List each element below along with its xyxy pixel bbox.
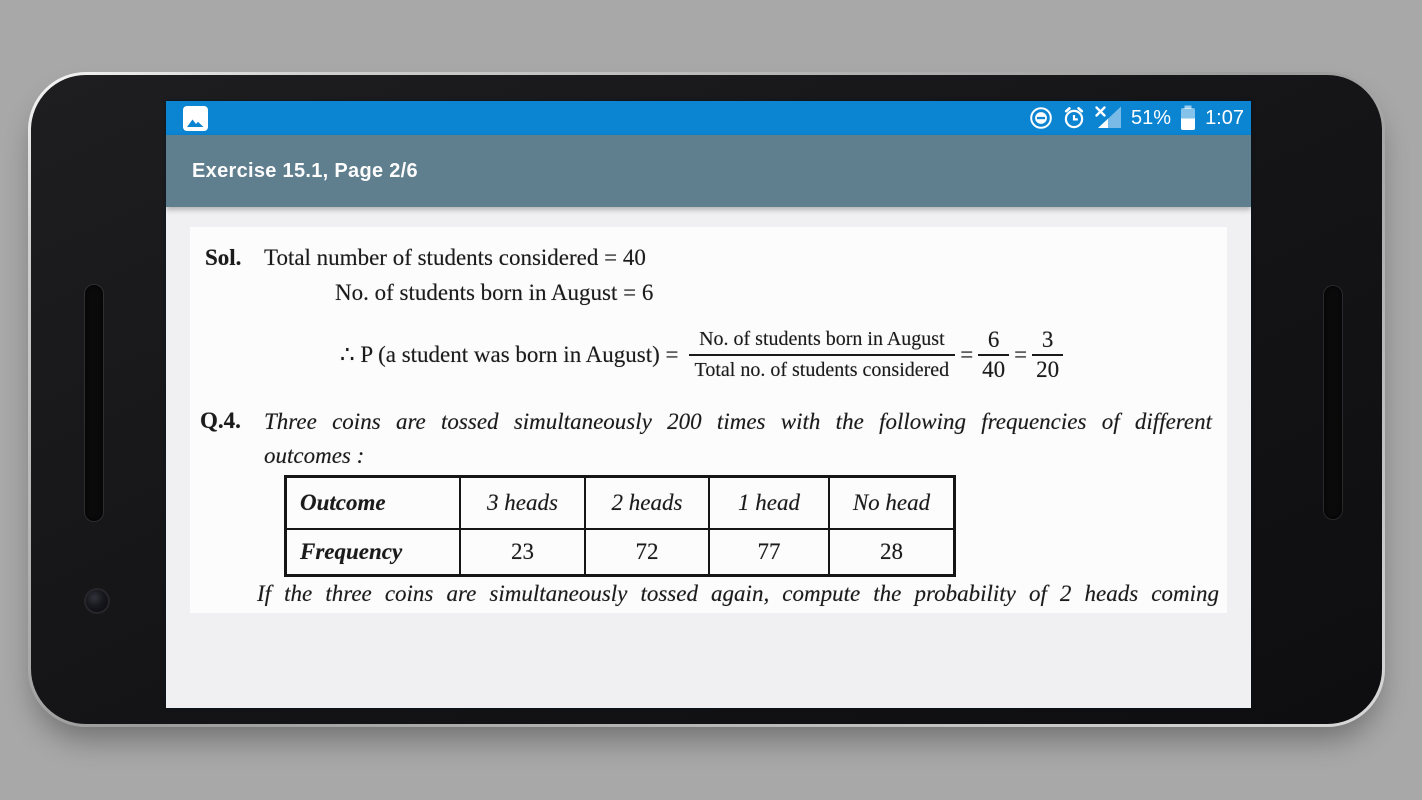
do-not-disturb-icon <box>1029 106 1053 130</box>
content-area[interactable] <box>166 207 1251 708</box>
question-footer-text: If the three coins are simultaneously tossed again, compute the probability of 2 heads coming <box>257 581 1219 606</box>
equals-sign: = <box>960 342 974 368</box>
signal-no-internet-icon <box>1095 106 1122 130</box>
page-title: Exercise 15.1, Page 2/6 <box>192 159 418 182</box>
fraction-denominator: 40 <box>978 354 1009 383</box>
fraction-numerator: No. of students born in August <box>699 328 945 351</box>
fraction-denominator: 20 <box>1032 354 1063 383</box>
word-fraction <box>689 327 956 383</box>
table-header-cell: 3 heads <box>460 477 585 530</box>
table-cell: Frequency <box>286 529 461 576</box>
table-cell: 72 <box>585 529 709 576</box>
fraction-numerator: 6 <box>987 327 1000 352</box>
phone-bezel <box>31 75 1382 724</box>
battery-icon <box>1180 105 1196 131</box>
fraction-3-20 <box>1032 327 1063 384</box>
table-header-cell: 2 heads <box>585 477 709 530</box>
battery-percent: 51% <box>1131 106 1172 129</box>
phone-frame <box>28 72 1385 727</box>
gallery-notification-icon <box>183 106 208 131</box>
table-header-cell: 1 head <box>709 477 829 530</box>
mountain-image-icon <box>186 114 205 131</box>
front-camera <box>86 590 108 612</box>
status-bar[interactable] <box>166 101 1251 135</box>
question-label: Q.4. <box>200 408 241 433</box>
speaker-grille-left <box>85 285 103 521</box>
table-cell: 28 <box>829 529 955 576</box>
table-header-cell: No head <box>829 477 955 530</box>
fraction-6-40 <box>978 327 1009 384</box>
probability-equation <box>340 327 1063 384</box>
equals-sign: = <box>1014 342 1028 368</box>
sol-label: Sol. <box>205 245 242 270</box>
table-row <box>286 529 955 576</box>
table-cell: 77 <box>709 529 829 576</box>
document-page[interactable] <box>190 227 1227 613</box>
question-text-2: outcomes : <box>264 443 365 468</box>
status-time: 1:07 <box>1205 106 1244 129</box>
table-cell: 23 <box>460 529 585 576</box>
fraction-numerator: 3 <box>1041 327 1054 352</box>
table-header-cell: Outcome <box>286 477 461 530</box>
solution-line-1: Total number of students considered = 40 <box>264 245 646 270</box>
frequency-table <box>284 475 956 577</box>
speaker-grille-right <box>1324 286 1342 519</box>
status-indicators <box>1029 105 1244 131</box>
solution-line-2: No. of students born in August = 6 <box>335 280 654 305</box>
alarm-clock-icon <box>1062 106 1086 130</box>
equation-lhs: ∴ P (a student was born in August) = <box>340 342 679 368</box>
table-header-row <box>286 477 955 530</box>
app-bar <box>166 135 1251 207</box>
fraction-denominator: Total no. of students considered <box>689 354 956 383</box>
phone-screen <box>166 101 1251 708</box>
question-text: Three coins are tossed simultaneously 200 times with the following frequencies of different <box>264 409 1212 434</box>
